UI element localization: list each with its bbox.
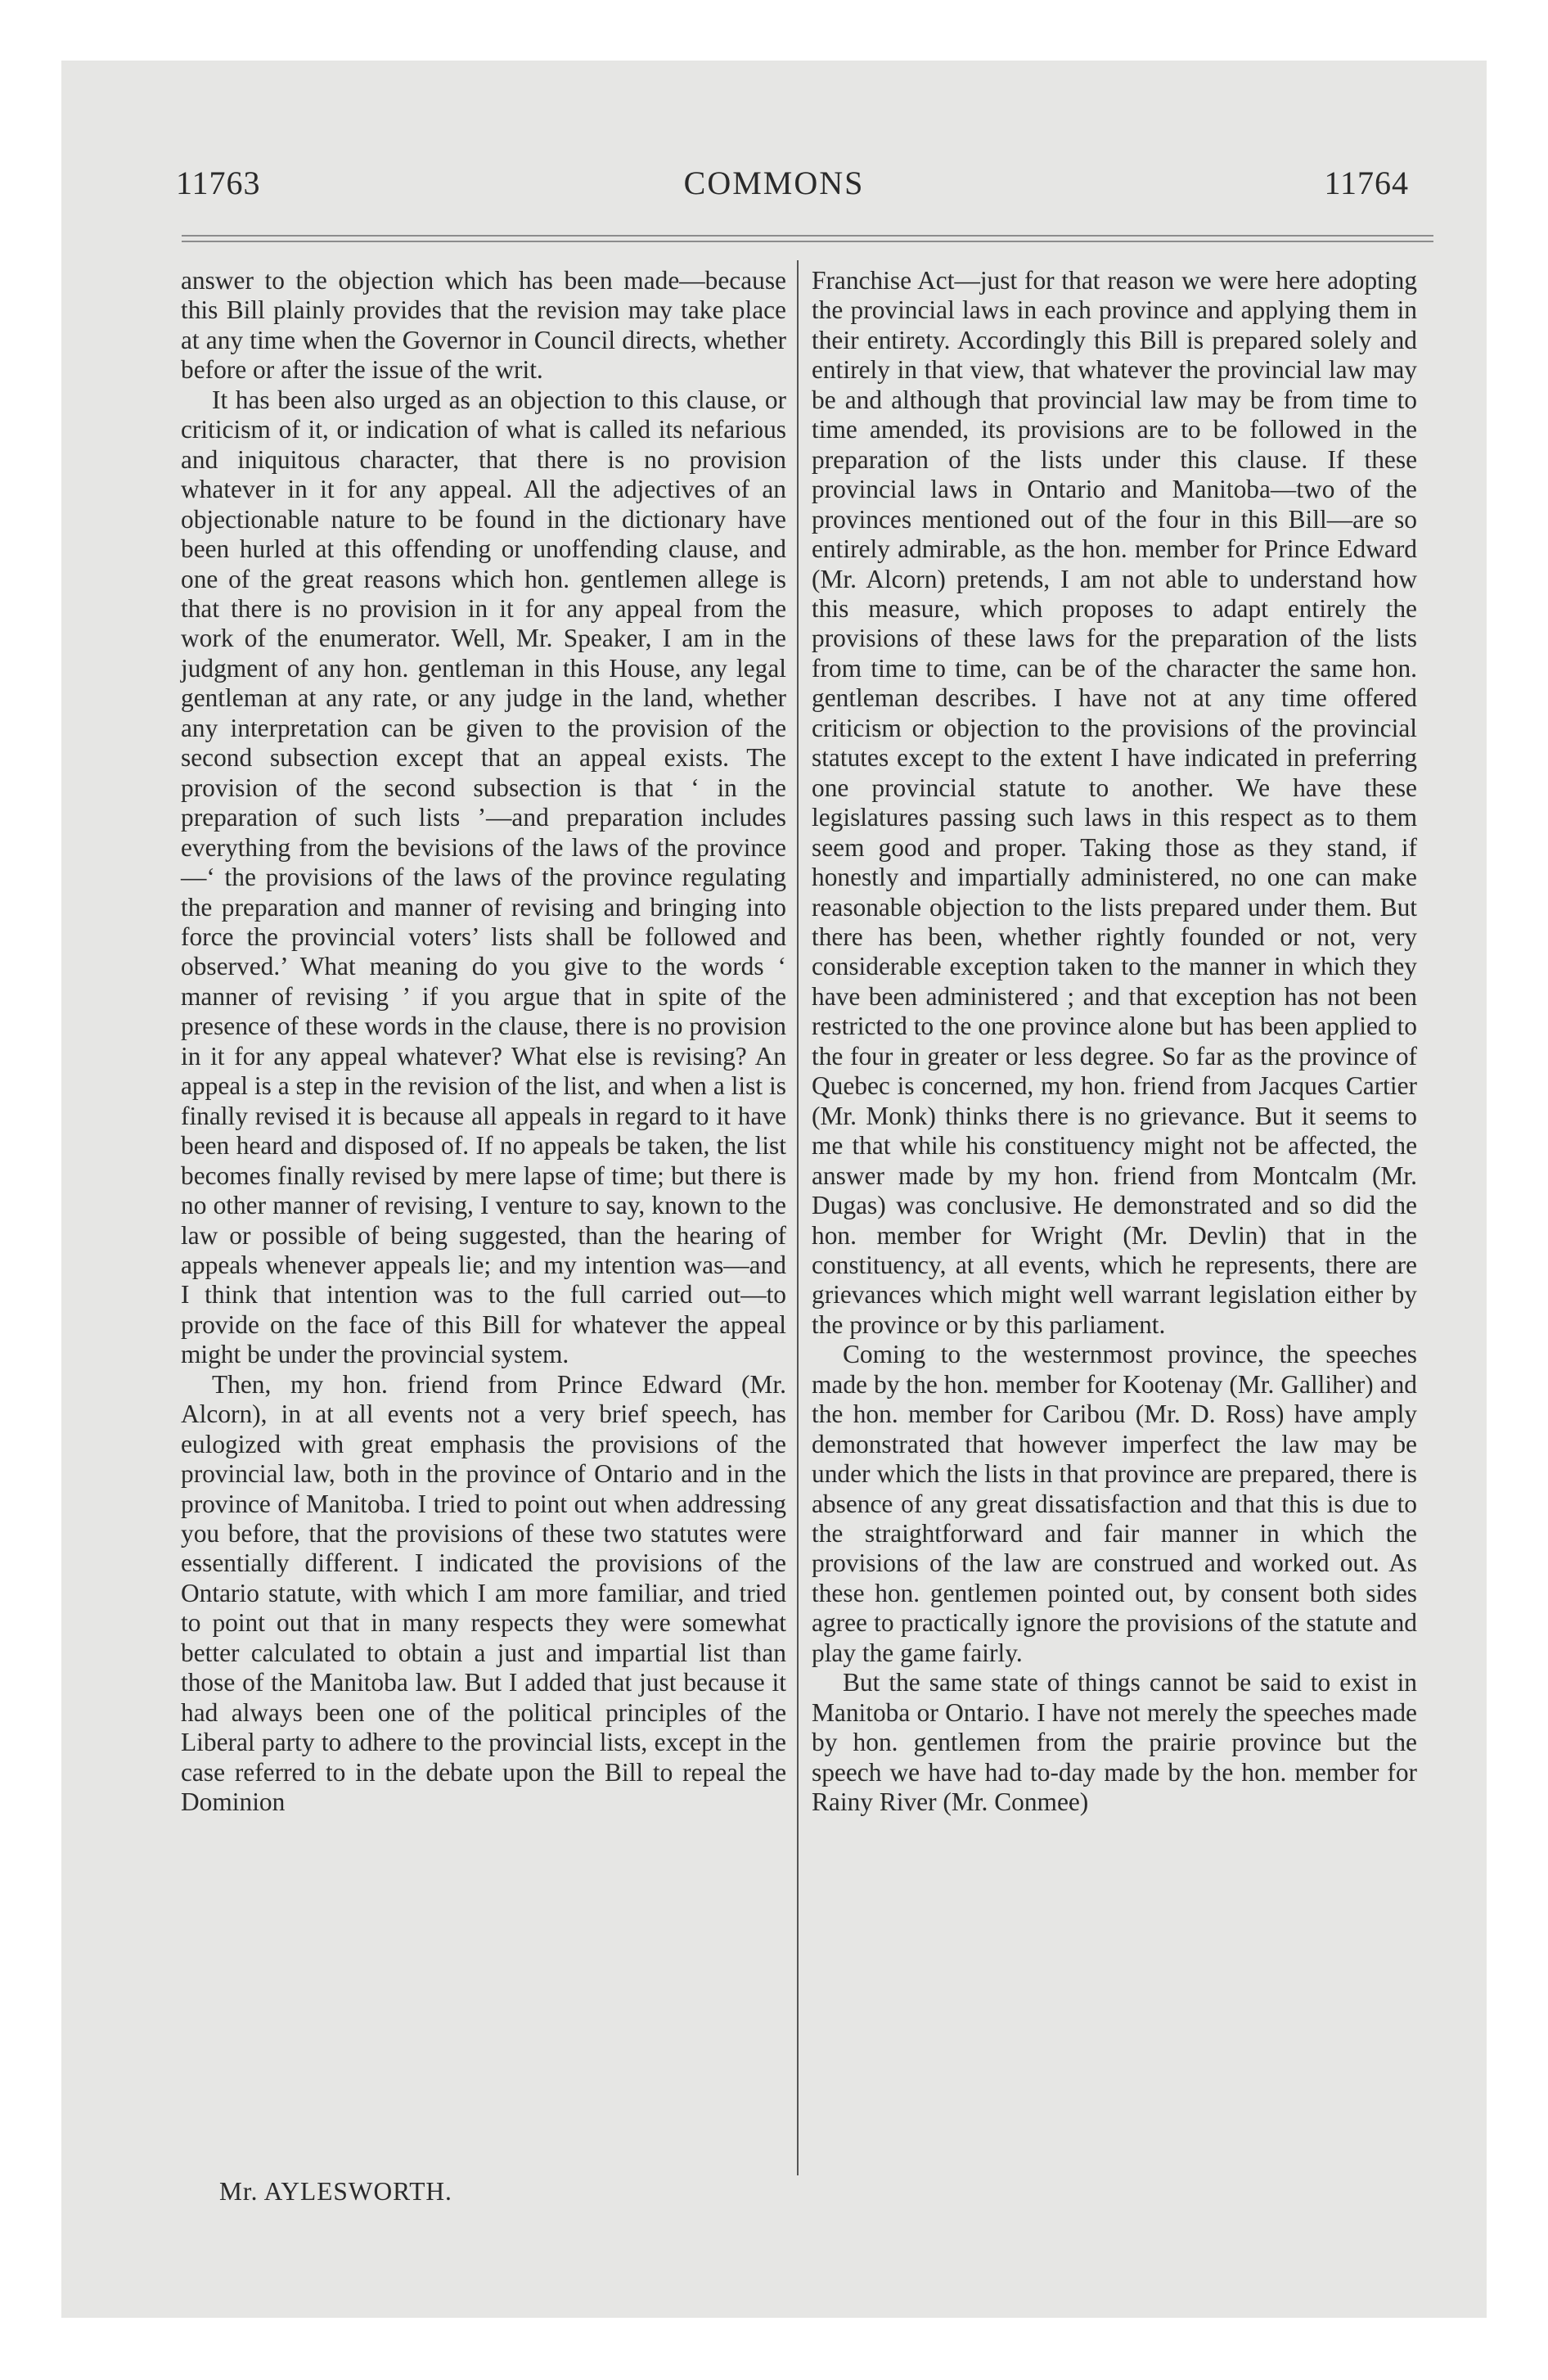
paragraph: It has been also urged as an objection to this clause, or criticism of it, or indication of what is called its nefarious and iniquitous character, that there is no provision whatever in it for any appeal. All the adjectives of an objectionable nature to be found in the dictionary have been hurled at this offending or unoffending clause, and one of the great reasons which hon. gentlemen allege is that there is no provision in it for any appeal from the work of the enumerator. Well, Mr. Speaker, I am in the judgment of any hon. gentleman in this House, any legal gentleman at any rate, or any judge in the land, whether any interpretation can be given to the provision of the second subsection except that an appeal exists. The provision of the second subsection is that ‘ in the preparation of such lists ’—and preparation includes everything from the bevisions of the laws of the province—‘ the provisions of the laws of the province regulating the preparation and manner of revising and bringing into force the provincial voters’ lists shall be followed and observed.’ What meaning do you give to the words ‘ manner of revising ’ if you argue that in spite of the presence of these words in the clause, there is no provision in it for any appeal whatever? What else is revising? An appeal is a step in the revision of the list, and when a list is finally revised it is because all appeals in regard to it have been heard and disposed of. If no appeals be taken, the list becomes finally revised by mere lapse of time; but there is no other manner of revising, I venture to say, known to the law or possible of being suggested, than the hearing of appeals whenever appeals lie; and my intention was—and I think that intention was to the full carried out—to provide on the face of this Bill for whatever the appeal might be under the provincial system. bbox=[181, 385, 786, 1369]
header-rule-bottom bbox=[182, 241, 1433, 242]
page-number-left: 11763 bbox=[176, 165, 261, 201]
speaker-footer: Mr. AYLESWORTH. bbox=[219, 2177, 452, 2206]
paragraph: But the same state of things cannot be said to exist in Manitoba or Ontario. I have not merely the speeches made by hon. gentlemen from the prairie province but the speech we have had to-day made by the hon. member for Rainy River (Mr. Conmee) bbox=[812, 1668, 1417, 1817]
paragraph: Franchise Act—just for that reason we were here adopting the provincial laws in each province and applying them in their entirety. Accordingly this Bill is prepared solely and entirely in that view, that whatever the provincial law may be and although that provincial law may be from time to time amended, its provisions are to be followed in the preparation of the lists under this clause. If these provincial laws in Ontario and Manitoba—two of the provinces mentioned out of the four in this Bill—are so entirely admirable, as the hon. member for Prince Edward (Mr. Alcorn) pretends, I am not able to understand how this measure, which proposes to adapt entirely the provisions of these laws for the preparation of the lists from time to time, can be of the character the same hon. gentleman describes. I have not at any time offered criticism or objection to the provisions of the provincial statutes except to the extent I have indicated in preferring one provincial statute to another. We have these legislatures passing such laws in this respect as to them seem good and proper. Taking those as they stand, if honestly and impartially administered, no one can make reasonable objection to the lists prepared under them. But there has been, whether rightly founded or not, very considerable exception taken to the manner in which they have been administered ; and that exception has not been restricted to the one province alone but has been applied to the four in greater or less degree. So far as the province of Quebec is concerned, my hon. friend from Jacques Cartier (Mr. Monk) thinks there is no grievance. But it seems to me that while his constituency might not be affected, the answer made by my hon. friend from Montcalm (Mr. Dugas) was conclusive. He demonstrated and so did the hon. member for Wright (Mr. Devlin) that in the constituency, at all events, which he represents, there are grievances which might well warrant legislation either by the province or by this parliament. bbox=[812, 266, 1417, 1339]
paragraph: Then, my hon. friend from Prince Edward (Mr. Alcorn), in at all events not a very brief speech, has eulogized with great emphasis the provisions of the provincial law, both in the province of Ontario and in the province of Manitoba. I tried to point out when addressing you before, that the provisions of these two statutes were essentially different. I indicated the provisions of the Ontario statute, with which I am more familiar, and tried to point out that in many respects they were somewhat better calculated to obtain a just and impartial list than those of the Manitoba law. But I added that just because it had always been one of the political principles of the Liberal party to adhere to the provincial lists, except in the case referred to in the debate upon the Bill to repeal the Dominion bbox=[181, 1369, 786, 1817]
paragraph: Coming to the westernmost province, the speeches made by the hon. member for Kootenay (Mr. Galliher) and the hon. member for Caribou (Mr. D. Ross) have amply demonstrated that however imperfect the law may be under which the lists in that province are prepared, there is absence of any great dissatisfaction and that this is due to the straightforward and fair manner in which the provisions of the law are construed and worked out. As these hon. gentlemen pointed out, by consent both sides agree to practically ignore the provisions of the statute and play the game fairly. bbox=[812, 1340, 1417, 1667]
page-number-right: 11764 bbox=[1324, 165, 1409, 201]
page-header bbox=[0, 164, 1548, 221]
page-title: COMMONS bbox=[683, 165, 865, 201]
right-column bbox=[812, 266, 1417, 1818]
column-divider bbox=[797, 260, 799, 2175]
paragraph: answer to the objection which has been made—because this Bill plainly provides that the revision may take place at any time when the Governor in Council directs, whether before or after the issue of the writ. bbox=[181, 266, 786, 385]
left-column bbox=[181, 266, 786, 1818]
header-rule-top bbox=[182, 235, 1433, 237]
